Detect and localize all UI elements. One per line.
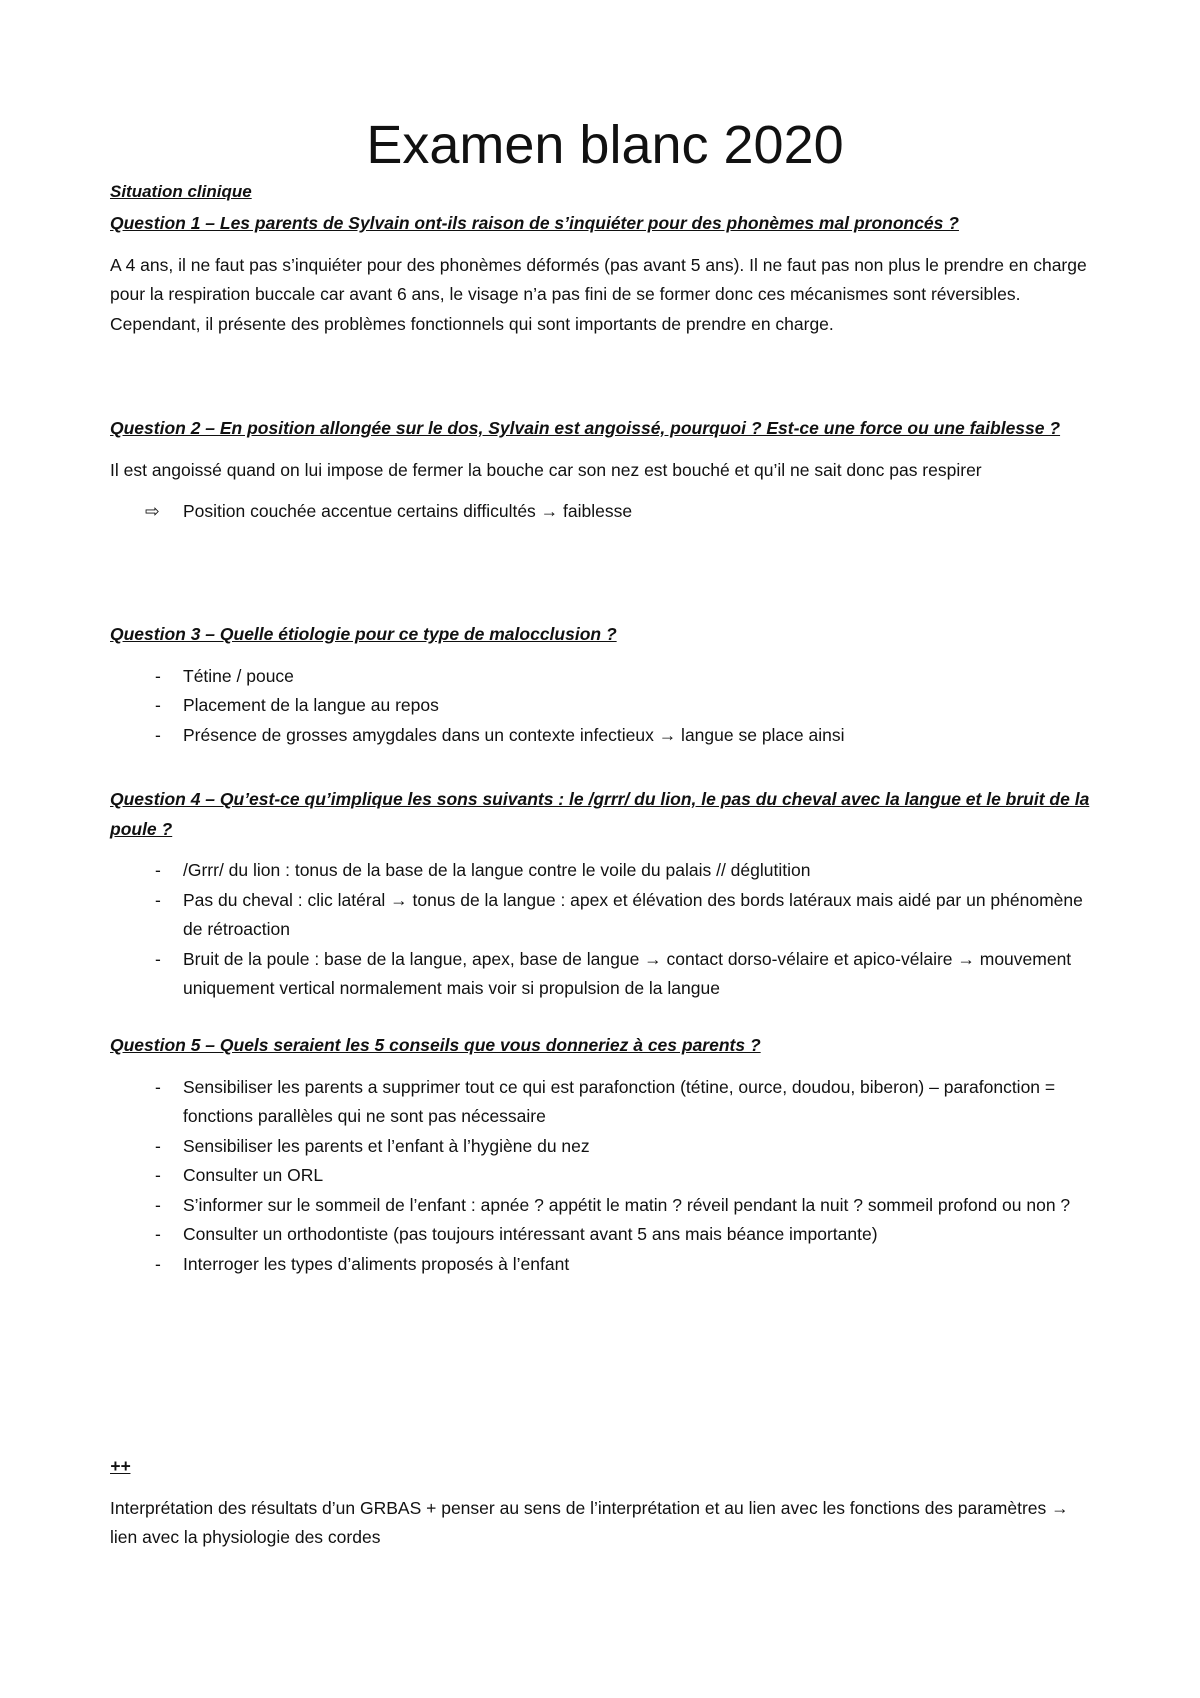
list-dash-marker: -	[155, 1135, 161, 1156]
list-item	[110, 1250, 1100, 1280]
question-1-heading: Question 1 – Les parents de Sylvain ont-ils raison de s’inquiéter pour des phonèmes mal prononcés ?	[110, 213, 959, 233]
question-2-block	[110, 414, 1100, 527]
list-dash-marker: -	[155, 665, 161, 686]
list-item-text: /Grrr/ du lion : tonus de la base de la langue contre le voile du palais // déglutition	[183, 860, 811, 880]
list-dash-marker: -	[155, 695, 161, 715]
question-4-block	[110, 785, 1100, 1004]
question-5-block	[110, 1031, 1100, 1279]
list-dash-marker: -	[155, 1076, 161, 1097]
list-item-text: Bruit de la poule : base de la langue, apex, base de langue → contact dorso-vélaire et apico-vélaire → mouvement uniquement vertical normalement mais voir si propulsion de la langue	[183, 948, 1072, 998]
list-dash-marker: -	[155, 1194, 161, 1215]
list-item-text: Sensibiliser les parents a supprimer tout ce qui est parafonction (tétine, ource, doudou, biberon) – parafonction = fonctions parallèles qui ne sont pas nécessaire	[183, 1076, 1056, 1126]
list-dash-marker: -	[155, 1165, 161, 1185]
question-2-conclusion	[110, 497, 1100, 527]
list-item	[110, 721, 1100, 751]
list-item-text: S’informer sur le sommeil de l’enfant : apnée ? appétit le matin ? réveil pendant la nuit ? sommeil profond ou non ?	[183, 1194, 1071, 1215]
list-item-text: Consulter un ORL	[183, 1165, 324, 1185]
list-item	[110, 662, 1100, 692]
list-item	[110, 1132, 1100, 1162]
list-item	[110, 1220, 1100, 1250]
section-heading-situation: Situation clinique	[110, 182, 252, 201]
list-item-text: Sensibiliser les parents et l’enfant à l’hygiène du nez	[183, 1135, 590, 1156]
list-item	[110, 1073, 1100, 1132]
list-dash-marker: -	[155, 724, 161, 745]
list-item-text: Interroger les types d’aliments proposés à l’enfant	[183, 1253, 570, 1274]
list-item	[110, 886, 1100, 945]
extra-marker: ++	[110, 1456, 131, 1476]
list-item	[110, 1161, 1100, 1191]
list-dash-marker: -	[155, 889, 161, 910]
list-item	[110, 691, 1100, 721]
list-item-text: Pas du cheval : clic latéral → tonus de la langue : apex et élévation des bords latéraux mais aidé par un phénomène de rétroaction	[183, 889, 1083, 939]
question-2-answer: Il est angoissé quand on lui impose de fermer la bouche car son nez est bouché et qu’il ne sait donc pas respirer	[110, 459, 982, 480]
list-dash-marker: -	[155, 948, 161, 969]
list-item	[110, 945, 1100, 1004]
question-2-conclusion-text: Position couchée accentue certains difficultés → faiblesse	[183, 501, 633, 521]
question-3-heading: Question 3 – Quelle étiologie pour ce type de malocclusion ?	[110, 624, 617, 644]
question-1-block	[110, 209, 1100, 339]
arrow-right-icon: ⇨	[145, 501, 160, 521]
list-dash-marker: -	[155, 1253, 161, 1274]
question-4-heading: Question 4 – Qu’est-ce qu’implique les sons suivants : le /grrr/ du lion, le pas du cheval avec la langue et le bruit de la poule ?	[110, 789, 1090, 839]
list-item	[110, 1191, 1100, 1221]
extra-block	[110, 1452, 1100, 1553]
list-dash-marker: -	[155, 1224, 161, 1244]
document-title: Examen blanc 2020	[366, 115, 844, 175]
list-item-text: Présence de grosses amygdales dans un contexte infectieux → langue se place ainsi	[183, 724, 845, 745]
question-5-list	[110, 1073, 1100, 1280]
list-item-text: Placement de la langue au repos	[183, 695, 439, 715]
question-3-list	[110, 662, 1100, 751]
list-dash-marker: -	[155, 860, 161, 880]
list-item-text: Consulter un orthodontiste (pas toujours intéressant avant 5 ans mais béance importante)	[183, 1224, 878, 1244]
list-item-text: Tétine / pouce	[183, 665, 294, 686]
extra-text: Interprétation des résultats d’un GRBAS + penser au sens de l’interprétation et au lien avec les fonctions des paramètres → lien avec la physiologie des cordes	[110, 1497, 1069, 1547]
question-2-heading: Question 2 – En position allongée sur le dos, Sylvain est angoissé, pourquoi ? Est-ce une force ou une faiblesse ?	[110, 418, 1061, 438]
question-4-list	[110, 856, 1100, 1004]
list-item	[110, 856, 1100, 886]
question-5-heading: Question 5 – Quels seraient les 5 conseils que vous donneriez à ces parents ?	[110, 1035, 761, 1055]
question-1-answer: A 4 ans, il ne faut pas s’inquiéter pour des phonèmes déformés (pas avant 5 ans). Il ne faut pas non plus le prendre en charge pour la respiration buccale car avant 6 ans, le visage n’a pas fini de se former donc ces mécanismes sont réversibles. Cependant, il présente des problèmes fonctionnels qui sont importants de prendre en charge.	[110, 254, 1087, 334]
question-3-block	[110, 620, 1100, 750]
